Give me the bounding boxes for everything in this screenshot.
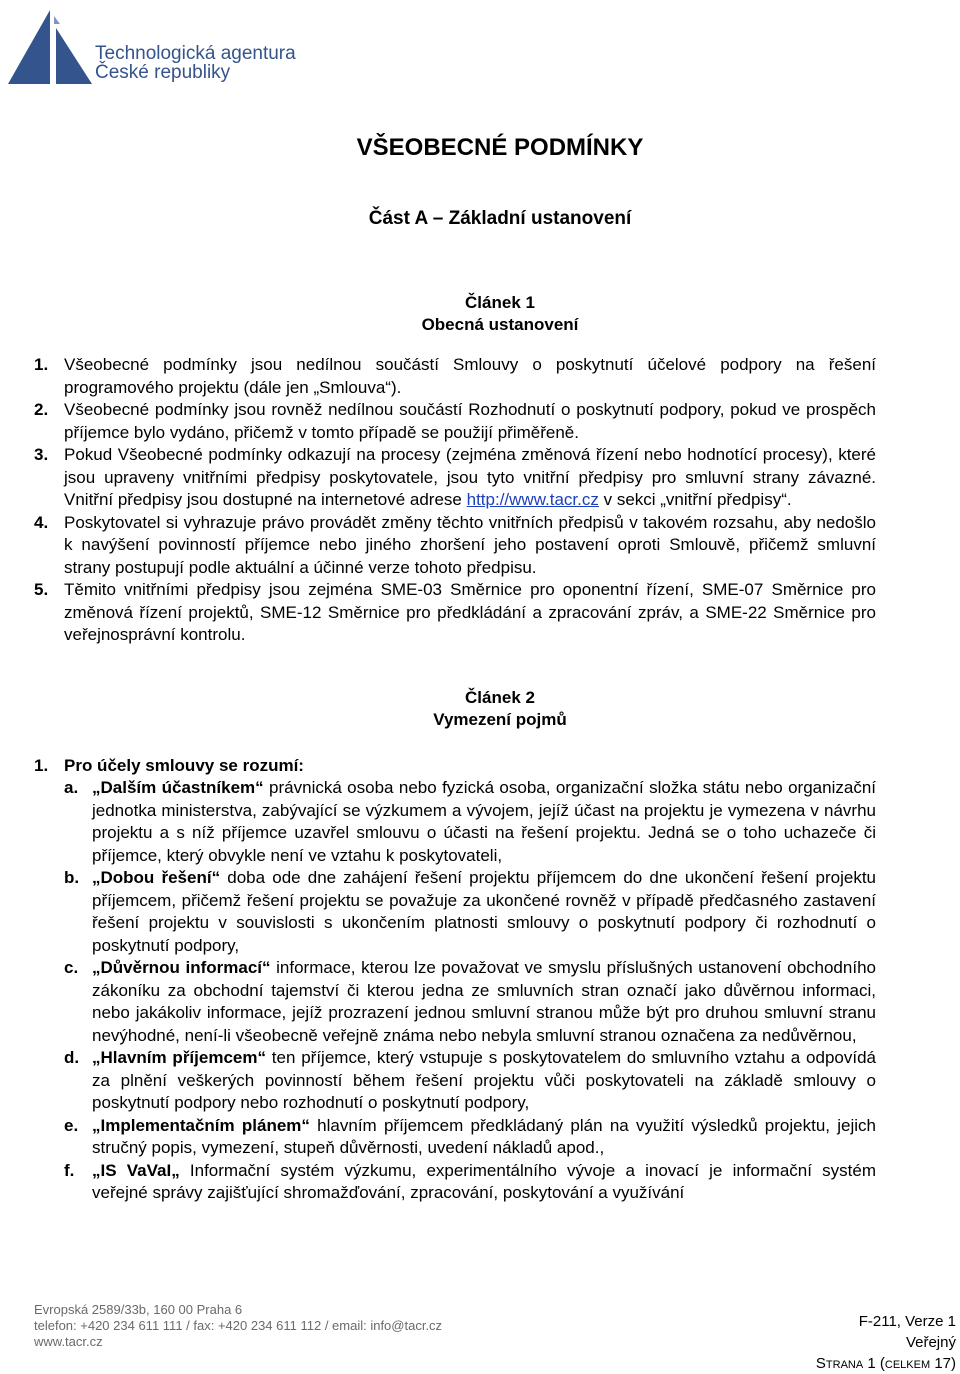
definitions-intro — [34, 755, 876, 778]
item-number: 5. — [34, 580, 49, 599]
definitions-list — [34, 777, 876, 1205]
item-number: 2. — [34, 400, 49, 419]
definition-term: „Implementačním plánem“ — [92, 1115, 310, 1135]
definition-term: „Důvěrnou informací“ — [92, 958, 271, 977]
page-total-label: celkem — [884, 1355, 931, 1372]
definition-text: Informační systém výzkumu, experimentálního vývoje a inovací je informační systém veřejné správy zajišťující shromažďování, zpracování, poskytování a využívání — [92, 1160, 876, 1202]
part-heading: Část A – Základní ustanovení — [368, 208, 632, 229]
definition-term: „IS VaVaI„ — [92, 1160, 180, 1180]
item-letter: c. — [64, 958, 79, 977]
item-letter: e. — [64, 1115, 79, 1135]
item-letter: d. — [64, 1048, 80, 1067]
footer-contact — [34, 1302, 442, 1350]
definition-term: „Hlavním příjemcem“ — [92, 1048, 266, 1067]
definition-term: „Dalším účastníkem“ — [92, 778, 264, 797]
definition-text: hlavním příjemcem předkládaný plán na využití výsledků projektu, jejich stručný popis, vymezení, stupeň důvěrnosti, uvedení nákladů apod., — [92, 1115, 877, 1157]
list-item — [34, 444, 876, 512]
item-text: Všeobecné podmínky jsou rovněž nedílnou součástí Rozhodnutí o poskytnutí podpory, pokud ve prospěch příjemce bylo vydáno, přičemž v tomto případě se použijí přiměřeně. — [64, 400, 876, 442]
footer-website: www.tacr.cz — [34, 1334, 103, 1349]
page-counter: Strana 1 (celkem 17) — [815, 1355, 956, 1372]
definition-item — [34, 1160, 876, 1205]
page-title: VŠEOBECNÉ PODMÍNKY — [356, 134, 644, 161]
logo-line-1: Technologická agentura — [95, 43, 296, 64]
article-1-list — [34, 354, 876, 647]
footer-address: Evropská 2589/33b, 160 00 Praha 6 — [34, 1302, 243, 1317]
article-2-heading — [124, 687, 876, 755]
logo-wordmark — [95, 44, 296, 82]
item-text-after: v sekci „vnitřní předpisy“. — [598, 490, 792, 509]
definition-text: informace, kterou lze považovat ve smyslu příslušných ustanovení obchodního zákoníku za obchodní tajemství či kterou jedna ze smluvních stran označí jako důvěrnou informaci, nebo jakákoliv informace, jejíž prozrazení jednou smluvní stranou může být pro druhou smluvní stranu nevýhodné, není-li všeobecně veřejně známa nebo nebyla smluvní stranou označena za nedůvěrnou, — [92, 958, 876, 1045]
definition-item — [34, 1047, 876, 1115]
item-number: 3. — [34, 445, 49, 464]
list-item — [34, 399, 876, 444]
item-number: 4. — [34, 512, 49, 532]
article-1-heading — [124, 292, 876, 354]
page-header — [0, 0, 960, 100]
item-letter: a. — [64, 778, 79, 797]
item-text: Těmito vnitřními předpisy jsou zejména SME-03 Směrnice pro oponentní řízení, SME-07 Směrnice pro změnová řízení projektů, SME-12 Směrnice pro předkládání a zpracování zpráv, a SME-22 Směrnice pro veřejnosprávní kontrolu. — [64, 580, 876, 644]
article-number: Článek 2 — [465, 687, 535, 707]
article-number: Článek 1 — [465, 293, 535, 312]
page-prefix: Strana — [815, 1355, 864, 1372]
definition-text: právnická osoba nebo fyzická osoba, organizační složka státu nebo organizační jednotka ministerstva, zabývající se výzkumem a vývojem, jejíž účast na projektu je vymezena v návrhu projektu a s níž příjemce uzavřel smlouvu o účasti na řešení projektu. Jedná se o toho uchazeče či příjemce, který obvykle není ve vztahu k poskytovateli, — [92, 778, 876, 865]
item-text: Poskytovatel si vyhrazuje právo provádět změny těchto vnitřních předpisů v takovém rozsahu, aby nedošlo k navýšení povinností příjemce nebo jiného zhoršení jeho postavení oproti Smlouvě, přičemž smluvní strany postupují podle aktuální a účinné verze tohoto předpisu. — [64, 512, 876, 577]
definition-text: doba ode dne zahájení řešení projektu příjemcem do dne ukončení řešení projektu příjemcem, přičemž řešení projektu se považuje za ukončené rovněž v případě předčasného zastavení řešení projektu v souvislosti s ukončením platnosti smlouvy o poskytnutí podpory či rozhodnutí o poskytnutí podpory, — [92, 868, 876, 955]
item-text: Pokud Všeobecné podmínky odkazují na procesy (zejména změnová řízení nebo hodnotící procesy), které jsou upraveny vnitřními předpisy poskytovatele, jsou tyto vnitřní předpisy pro smluvní strany závazné. Vnitřní předpisy jsou dostupné na internetové adrese — [64, 445, 876, 509]
page-number: 1 — [867, 1355, 876, 1372]
tacr-website-link[interactable]: http://www.tacr.cz — [466, 490, 599, 509]
document-body — [34, 128, 876, 1205]
article-title: Obecná ustanovení — [421, 315, 579, 334]
tacr-logo-icon — [4, 6, 96, 88]
definition-text: ten příjemce, který vstupuje s poskytovatelem do smluvního vztahu a odpovídá za plnění veškerých povinností během řešení projektu vůči poskytovateli na základě smlouvy o poskytnutí podpory nebo rozhodnutí o poskytnutí podpory, — [92, 1048, 876, 1112]
item-number: 1. — [34, 755, 49, 775]
intro-text: Pro účely smlouvy se rozumí: — [64, 755, 304, 775]
item-text: Všeobecné podmínky jsou nedílnou součástí Smlouvy o poskytnutí účelové podpory na řešení programového projektu (dále jen „Smlouva“). — [64, 355, 876, 397]
item-letter: b. — [64, 868, 80, 887]
page-total: 17 — [934, 1355, 951, 1372]
list-item — [34, 512, 876, 580]
article-title: Vymezení pojmů — [433, 709, 567, 729]
logo-line-2: České republiky — [95, 62, 231, 83]
definition-item — [34, 957, 876, 1047]
definition-item — [34, 1115, 876, 1160]
list-item — [34, 354, 876, 399]
form-id: F-211, Verze 1 — [858, 1313, 956, 1330]
definition-term: „Dobou řešení“ — [92, 868, 221, 887]
classification: Veřejný — [905, 1334, 956, 1351]
footer-phone-fax-email: telefon: +420 234 611 111 / fax: +420 234 611 112 / email: info@tacr.cz — [34, 1318, 443, 1333]
footer-page-info — [816, 1311, 956, 1374]
item-number: 1. — [34, 355, 49, 374]
definition-item — [34, 867, 876, 957]
item-letter: f. — [64, 1160, 75, 1180]
definition-item — [34, 777, 876, 867]
list-item — [34, 579, 876, 647]
